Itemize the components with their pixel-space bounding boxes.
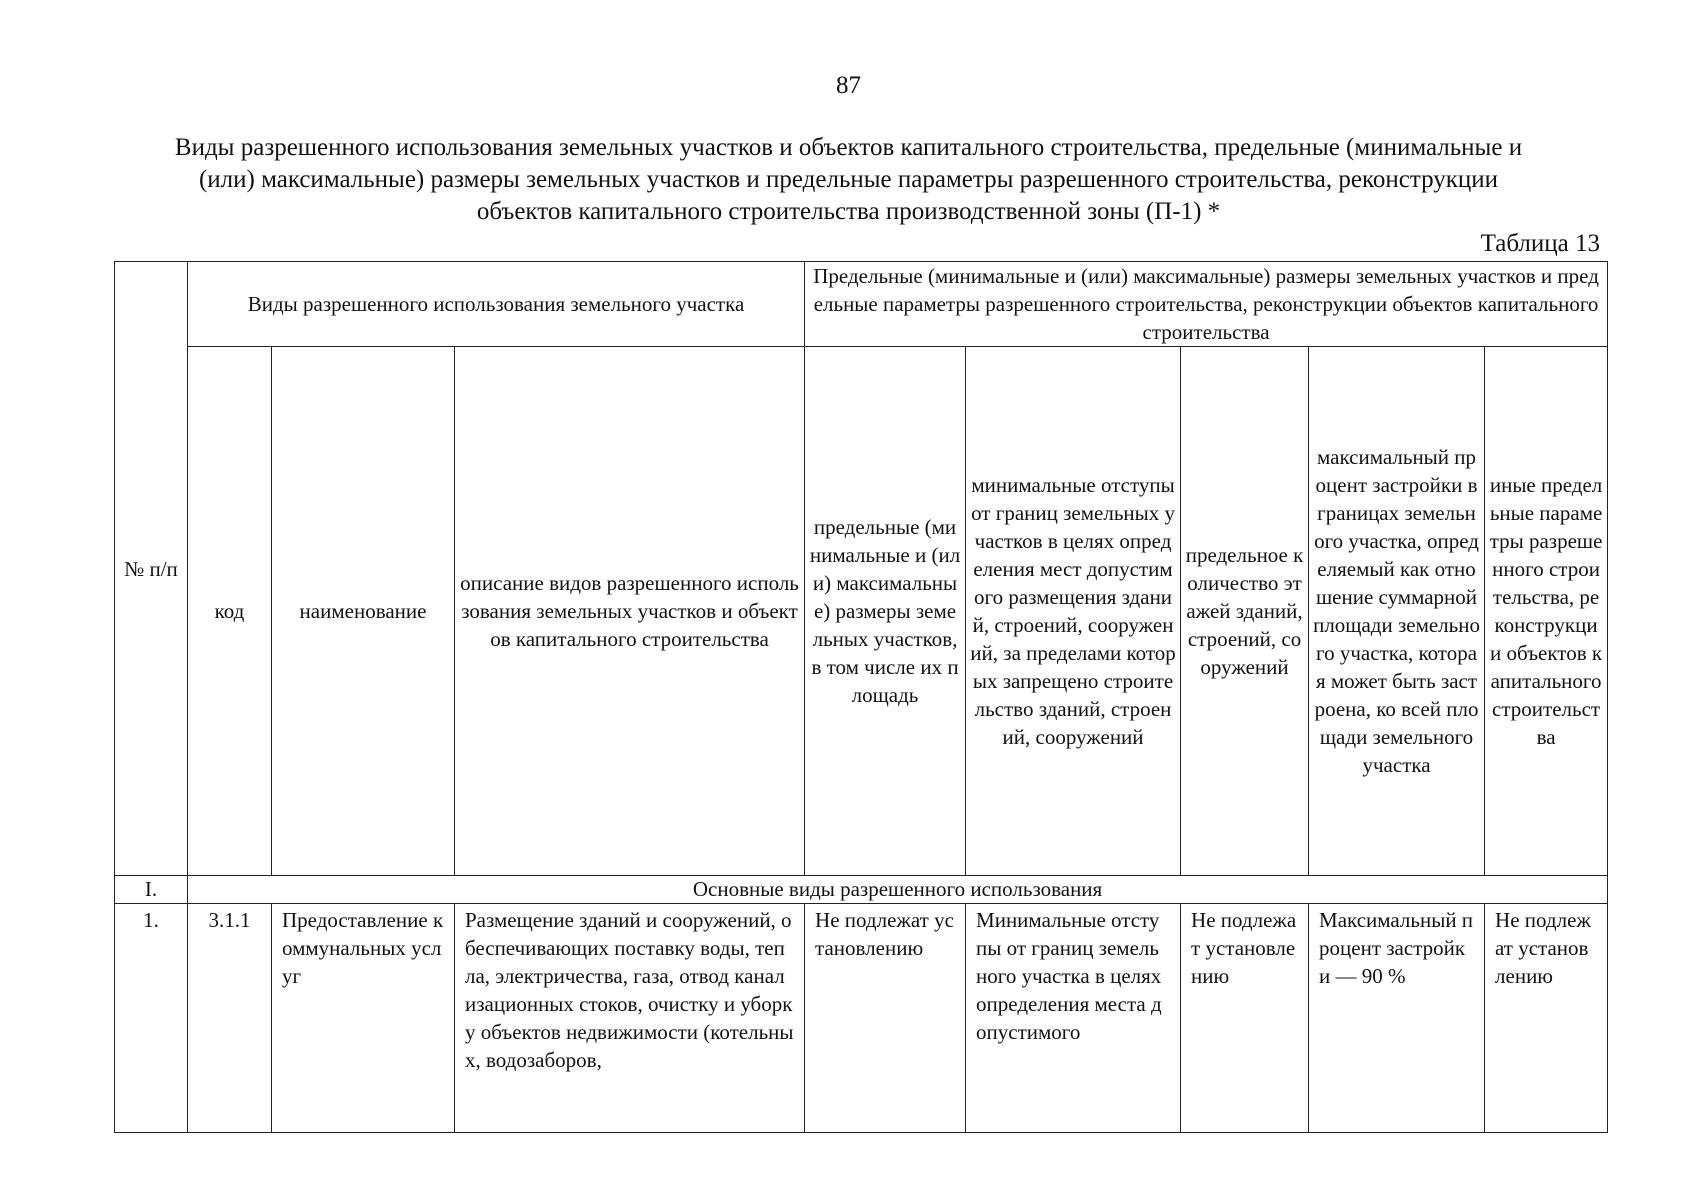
table-row <box>115 904 1608 1133</box>
page-number: 87 <box>836 72 861 99</box>
header-plot-size: предельные (минимальные и (или) максимальные) размеры земельных участков, в том числе их площадь <box>805 347 966 876</box>
table-label: Таблица 13 <box>1480 230 1600 257</box>
header-coverage: максимальный процент застройки в границах земельного участка, определяемый как отношение суммарной площади земельного участка, которая может быть застроена, ко всей площади земельного участка <box>1309 347 1485 876</box>
header-code: код <box>188 347 272 876</box>
header-types-group: Виды разрешенного использования земельного участка <box>188 262 805 347</box>
header-params-group: Предельные (минимальные и (или) максимальные) размеры земельных участков и предельные параметры разрешенного строительства, реконструкции объектов капитального строительства <box>805 262 1608 347</box>
row-num: 1. <box>115 904 188 1133</box>
document-title: Виды разрешенного использования земельных участков и объектов капитального строительства, предельные (минимальные и (или) максимальные) размеры земельных участков и предельные параметры разрешенного строительства, реконструкции объектов капитального строительства производственной зоны (П-1) * <box>174 134 1523 225</box>
row-setbacks: Минимальные отступы от границ земельного участка в целях определения места допустимого <box>966 904 1181 1133</box>
header-floors: предельное количество этажей зданий, строений, сооружений <box>1181 347 1309 876</box>
row-code: 3.1.1 <box>188 904 272 1133</box>
row-other: Не подлежат установлению <box>1485 904 1608 1133</box>
row-description: Размещение зданий и сооружений, обеспечивающих поставку воды, тепла, электричества, газа, отвод канализационных стоков, очистку и уборку объектов недвижимости (котельных, водозаборов, <box>455 904 805 1133</box>
header-row-top <box>115 262 1608 347</box>
row-plot-size: Не подлежат установлению <box>805 904 966 1133</box>
section-row <box>115 876 1608 904</box>
header-description: описание видов разрешенного использования земельных участков и объектов капитального строительства <box>455 347 805 876</box>
header-other: иные предельные параметры разрешенного строительства, реконструкции объектов капитального строительства <box>1485 347 1608 876</box>
row-floors: Не подлежат установлению <box>1181 904 1309 1133</box>
section-num: I. <box>115 876 188 904</box>
header-setbacks: минимальные отступы от границ земельных участков в целях определения мест допустимого размещения зданий, строений, сооружений, за пределами которых запрещено строительство зданий, строений, сооружений <box>966 347 1181 876</box>
row-coverage: Максимальный процент застройки — 90 % <box>1309 904 1485 1133</box>
header-num: № п/п <box>115 262 188 876</box>
section-label: Основные виды разрешенного использования <box>188 876 1608 904</box>
header-name: наименование <box>272 347 455 876</box>
row-name: Предоставление коммунальных услуг <box>272 904 455 1133</box>
land-use-table <box>114 261 1608 1133</box>
header-row-sub <box>115 347 1608 876</box>
